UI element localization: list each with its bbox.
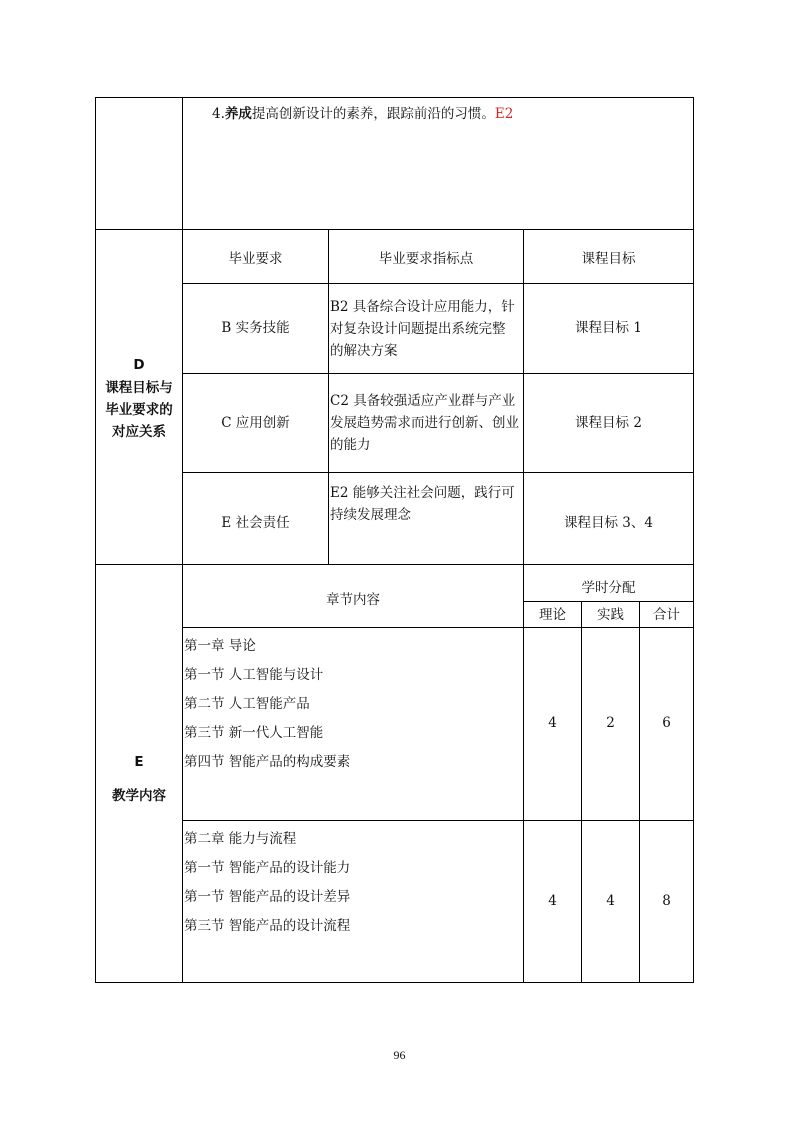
- header-hours-allocation: 学时分配: [581, 580, 636, 596]
- header-course-goal: 课程目标: [581, 251, 636, 267]
- requirement-c: C 应用创新: [221, 415, 290, 431]
- chapter-1-theory: 4: [548, 715, 557, 731]
- goal-4-rest: 提高创新设计的素养，跟踪前沿的习惯。: [251, 106, 495, 122]
- chapter-2-total: 8: [662, 893, 671, 909]
- header-practice: 实践: [597, 607, 624, 623]
- goal-4-number: 4.: [212, 106, 225, 122]
- section-d-title-2: 毕业要求的: [105, 402, 173, 418]
- chapter-2-theory: 4: [548, 893, 557, 909]
- chapter-1-line-3: 第二节 人工智能产品: [184, 696, 310, 712]
- header-theory: 理论: [539, 607, 566, 623]
- page-number: 96: [393, 1048, 406, 1062]
- section-e-title: 教学内容: [112, 788, 166, 804]
- indicator-c2-line-2: 发展趋势需求而进行创新、创业: [330, 415, 519, 431]
- chapter-1-line-5: 第四节 智能产品的构成要素: [184, 754, 351, 770]
- course-goal-3-4: 课程目标 3、4: [564, 515, 653, 531]
- indicator-c2-line-1: C2 具备较强适应产业群与产业: [330, 393, 516, 409]
- indicator-b2-line-2: 对复杂设计问题提出系统完整: [330, 321, 506, 337]
- header-total: 合计: [653, 607, 680, 623]
- requirement-b: B 实务技能: [221, 320, 290, 336]
- header-indicator-point: 毕业要求指标点: [378, 251, 474, 267]
- section-e-code: E: [134, 754, 144, 770]
- chapter-1-line-2: 第一节 人工智能与设计: [184, 667, 324, 683]
- indicator-e2-line-1: E2 能够关注社会问题，践行可: [330, 485, 515, 501]
- chapter-1-practice: 2: [606, 715, 615, 731]
- indicator-b2-line-1: B2 具备综合设计应用能力，针: [330, 299, 515, 315]
- course-goal-1: 课程目标 1: [575, 320, 642, 336]
- chapter-2-line-3: 第一节 智能产品的设计差异: [184, 889, 351, 905]
- chapter-2-line-4: 第三节 智能产品的设计流程: [184, 918, 351, 934]
- goal-4-text: [212, 104, 513, 124]
- chapter-2-practice: 4: [606, 893, 615, 909]
- header-graduation-requirement: 毕业要求: [228, 251, 283, 267]
- section-d-title-3: 对应关系: [112, 424, 166, 440]
- section-d-code: D: [133, 357, 145, 373]
- chapter-1-line-4: 第三节 新一代人工智能: [184, 725, 324, 741]
- chapter-1-total: 6: [662, 715, 671, 731]
- goal-4-tag: E2: [494, 106, 514, 122]
- chapter-2-line-2: 第一节 智能产品的设计能力: [184, 860, 351, 876]
- header-chapter-content: 章节内容: [326, 592, 380, 608]
- course-goal-2: 课程目标 2: [575, 415, 642, 431]
- chapter-1-line-1: 第一章 导论: [184, 638, 256, 654]
- indicator-e2-line-2: 持续发展理念: [330, 507, 411, 523]
- indicator-b2-line-3: 的解决方案: [330, 343, 398, 359]
- indicator-c2-line-3: 的能力: [330, 437, 371, 453]
- requirement-e: E 社会责任: [221, 515, 290, 531]
- section-d-title-1: 课程目标与: [105, 380, 173, 396]
- chapter-2-line-1: 第二章 能力与流程: [184, 831, 297, 847]
- goal-4-verb: 养成: [224, 106, 252, 122]
